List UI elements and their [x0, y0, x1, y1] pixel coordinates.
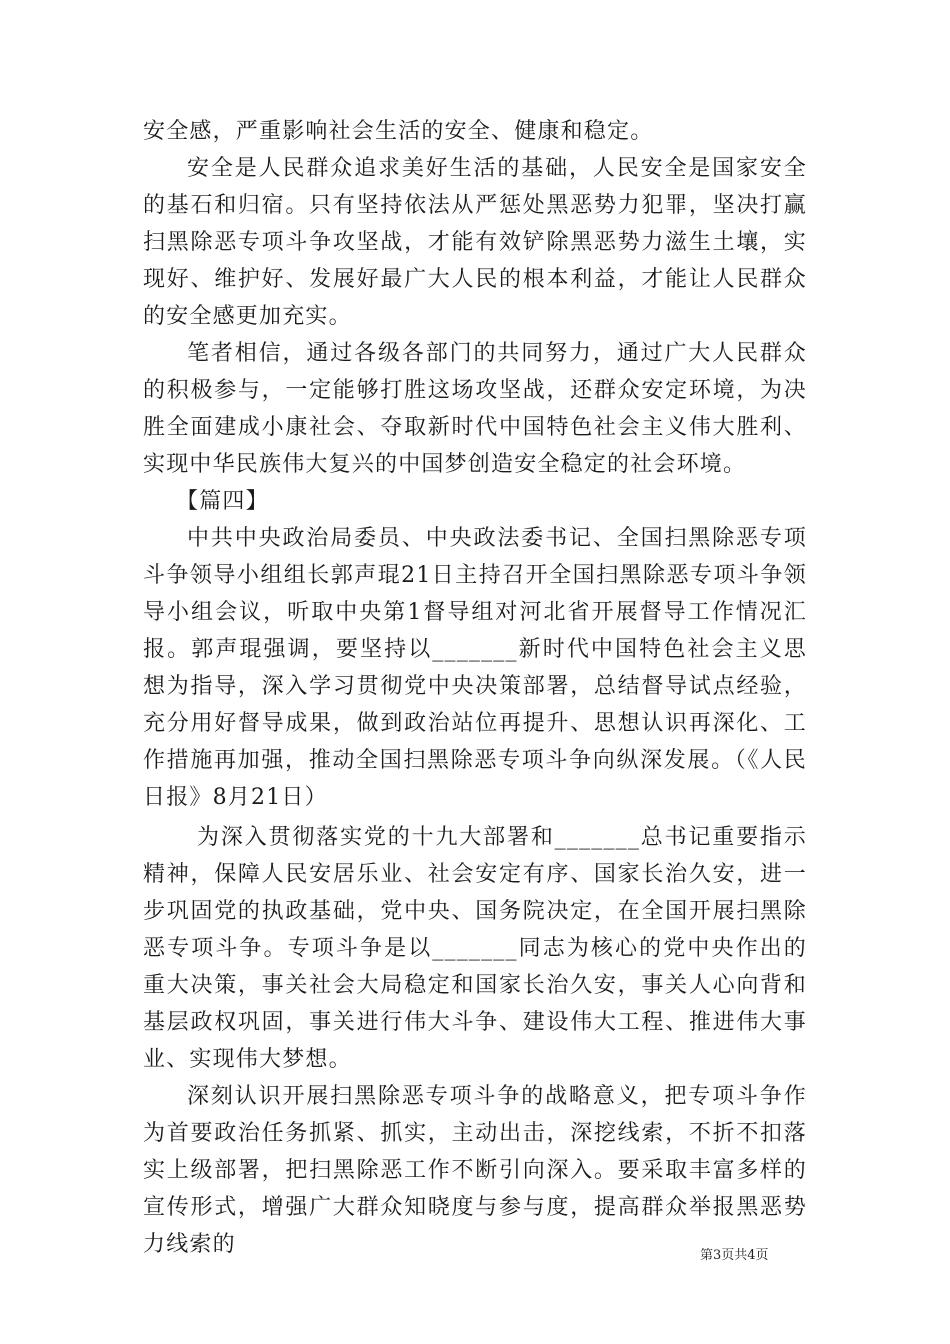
paragraph-author-belief: 笔者相信，通过各级各部门的共同努力，通过广大人民群众的积极参与，一定能够打胜这场攻坚战，还群众安定环境，为决胜全面建成小康社会、夺取新时代中国特色社会主义伟大胜利、实现中华民族伟大复兴的中国梦创造安全稳定的社会环境。 — [143, 341, 807, 477]
paragraph-strategic-significance: 深刻认识开展扫黑除恶专项斗争的战略意义，把专项斗争作为首要政治任务抓紧、抓实，主动出击，深挖线索，不折不扣落实上级部署，把扫黑除恶工作不断引向深入。要采取丰富多样的宣传形式，增强广大群众知晓度与参与度，提高群众举报黑恶势力线索的 — [143, 1084, 807, 1257]
paragraph-safety-foundation: 安全是人民群众追求美好生活的基础，人民安全是国家安全的基石和归宿。只有坚持依法从严惩处黑恶势力犯罪，坚决打赢扫黑除恶专项斗争攻坚战，才能有效铲除黑恶势力滋生土壤，实现好、维护好、发展好最广大人民的根本利益，才能让人民群众的安全感更加充实。 — [143, 156, 807, 329]
page-number-footer: 第3页共4页 — [700, 1248, 769, 1263]
paragraph-continuation: 安全感，严重影响社会生活的安全、健康和稳定。 — [143, 119, 654, 144]
document-body — [143, 113, 807, 1263]
paragraph-special-campaign: 为深入贯彻落实党的十九大部署和_______总书记重要指示精神，保障人民安居乐业、社会安定有序、国家长治久安，进一步巩固党的执政基础，党中央、国务院决定，在全国开展扫黑除恶专项斗争。专项斗争是以_______同志为核心的党中央作出的重大决策，事关社会大局稳定和国家长治久安，事关人心向背和基层政权巩固，事关进行伟大斗争、建设伟大工程、推进伟大事业、实现伟大梦想。 — [143, 825, 807, 1072]
section-heading-part-four: 【篇四】 — [176, 489, 269, 514]
paragraph-meeting-report: 中共中央政治局委员、中央政法委书记、全国扫黑除恶专项斗争领导小组组长郭声琨21日主持召开全国扫黑除恶专项斗争领导小组会议，听取中央第1督导组对河北省开展督导工作情况汇报。郭声琨强调，要坚持以_______新时代中国特色社会主义思想为指导，深入学习贯彻党中央决策部署，总结督导试点经验，充分用好督导成果，做到政治站位再提升、思想认识再深化、工作措施再加强，推动全国扫黑除恶专项斗争向纵深发展。（《人民日报》8月21日） — [143, 526, 807, 810]
